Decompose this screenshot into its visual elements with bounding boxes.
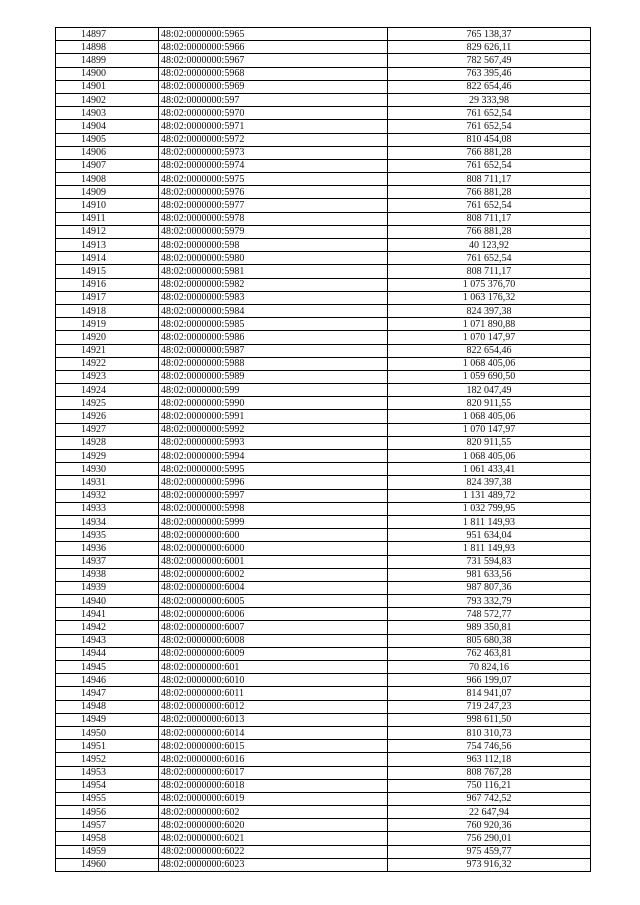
cadastral-value-cell: 989 350,81 [388,621,591,634]
cadastral-value-cell: 1 811 149,93 [388,515,591,528]
table-row [56,252,591,265]
cadastral-number-cell: 48:02:0000000:5988 [159,357,388,370]
row-number-cell: 14949 [56,713,159,726]
cadastral-number-cell: 48:02:0000000:5966 [159,41,388,54]
cadastral-value-cell: 824 397,38 [388,304,591,317]
table-row [56,595,591,608]
table-row [56,661,591,674]
cadastral-number-cell: 48:02:0000000:5979 [159,225,388,238]
cadastral-value-cell: 808 711,17 [388,212,591,225]
row-number-cell: 14908 [56,173,159,186]
row-number-cell: 14958 [56,832,159,845]
cadastral-number-cell: 48:02:0000000:6021 [159,832,388,845]
table-row [56,199,591,212]
cadastral-value-cell: 963 112,18 [388,753,591,766]
cadastral-number-cell: 48:02:0000000:5970 [159,107,388,120]
row-number-cell: 14902 [56,93,159,106]
cadastral-value-cell: 750 116,21 [388,779,591,792]
cadastral-number-cell: 48:02:0000000:5975 [159,173,388,186]
row-number-cell: 14959 [56,845,159,858]
table-row [56,28,591,41]
cadastral-number-cell: 48:02:0000000:5978 [159,212,388,225]
cadastral-number-cell: 48:02:0000000:5980 [159,252,388,265]
table-row [56,700,591,713]
row-number-cell: 14913 [56,239,159,252]
cadastral-value-cell: 814 941,07 [388,687,591,700]
cadastral-number-cell: 48:02:0000000:6006 [159,608,388,621]
cadastral-number-cell: 48:02:0000000:5969 [159,80,388,93]
cadastral-value-cell: 951 634,04 [388,529,591,542]
table-row [56,239,591,252]
cadastral-value-cell: 1 061 433,41 [388,463,591,476]
row-number-cell: 14919 [56,318,159,331]
table-row [56,515,591,528]
cadastral-number-cell: 48:02:0000000:5996 [159,476,388,489]
row-number-cell: 14945 [56,661,159,674]
table-row [56,502,591,515]
table-row [56,384,591,397]
cadastral-number-cell: 48:02:0000000:5984 [159,304,388,317]
cadastral-value-cell: 824 397,38 [388,476,591,489]
cadastral-value-cell: 782 567,49 [388,54,591,67]
cadastral-value-cell: 1 811 149,93 [388,542,591,555]
cadastral-value-cell: 810 454,08 [388,133,591,146]
cadastral-value-cell: 1 070 147,97 [388,331,591,344]
row-number-cell: 14899 [56,54,159,67]
cadastral-value-cell: 1 070 147,97 [388,423,591,436]
row-number-cell: 14897 [56,28,159,41]
table-row [56,410,591,423]
row-number-cell: 14942 [56,621,159,634]
row-number-cell: 14941 [56,608,159,621]
table-row [56,54,591,67]
row-number-cell: 14923 [56,370,159,383]
table-row [56,41,591,54]
cadastral-number-cell: 48:02:0000000:5967 [159,54,388,67]
table-row [56,186,591,199]
table-row [56,291,591,304]
cadastral-value-cell: 40 123,92 [388,239,591,252]
cadastral-value-cell: 966 199,07 [388,674,591,687]
row-number-cell: 14901 [56,80,159,93]
table-row [56,331,591,344]
row-number-cell: 14953 [56,766,159,779]
table-row [56,581,591,594]
cadastral-number-cell: 48:02:0000000:6002 [159,568,388,581]
table-row [56,753,591,766]
row-number-cell: 14950 [56,726,159,739]
cadastral-value-cell: 822 654,46 [388,80,591,93]
cadastral-number-cell: 48:02:0000000:6018 [159,779,388,792]
table-row [56,436,591,449]
cadastral-number-cell: 48:02:0000000:602 [159,806,388,819]
cadastral-value-cell: 973 916,32 [388,858,591,871]
table-row [56,806,591,819]
row-number-cell: 14928 [56,436,159,449]
row-number-cell: 14906 [56,146,159,159]
row-number-cell: 14900 [56,67,159,80]
cadastral-value-cell: 761 652,54 [388,199,591,212]
cadastral-value-cell: 766 881,28 [388,225,591,238]
cadastral-value-cell: 760 920,36 [388,819,591,832]
cadastral-number-cell: 48:02:0000000:5973 [159,146,388,159]
cadastral-number-cell: 48:02:0000000:6001 [159,555,388,568]
table-row [56,687,591,700]
cadastral-number-cell: 48:02:0000000:5974 [159,159,388,172]
cadastral-value-cell: 987 807,36 [388,581,591,594]
cadastral-value-cell: 820 911,55 [388,397,591,410]
row-number-cell: 14915 [56,265,159,278]
cadastral-number-cell: 48:02:0000000:5977 [159,199,388,212]
row-number-cell: 14916 [56,278,159,291]
cadastral-number-cell: 48:02:0000000:6009 [159,647,388,660]
cadastral-number-cell: 48:02:0000000:5998 [159,502,388,515]
cadastral-value-cell: 1 075 376,70 [388,278,591,291]
cadastral-value-cell: 29 333,98 [388,93,591,106]
cadastral-value-cell: 1 063 176,32 [388,291,591,304]
table-row [56,555,591,568]
table-row [56,357,591,370]
cadastral-value-cell: 766 881,28 [388,146,591,159]
cadastral-value-cell: 998 611,50 [388,713,591,726]
table-row [56,476,591,489]
row-number-cell: 14917 [56,291,159,304]
row-number-cell: 14918 [56,304,159,317]
cadastral-value-cell: 808 711,17 [388,265,591,278]
cadastral-number-cell: 48:02:0000000:600 [159,529,388,542]
cadastral-number-cell: 48:02:0000000:6017 [159,766,388,779]
row-number-cell: 14956 [56,806,159,819]
cadastral-value-cell: 761 652,54 [388,252,591,265]
table-row [56,318,591,331]
cadastral-value-cell: 762 463,81 [388,647,591,660]
table-row [56,212,591,225]
row-number-cell: 14955 [56,792,159,805]
row-number-cell: 14937 [56,555,159,568]
table-row [56,740,591,753]
row-number-cell: 14932 [56,489,159,502]
cadastral-number-cell: 48:02:0000000:6023 [159,858,388,871]
table-row [56,608,591,621]
row-number-cell: 14951 [56,740,159,753]
cadastral-value-cell: 766 881,28 [388,186,591,199]
table-row [56,621,591,634]
table-row [56,819,591,832]
row-number-cell: 14943 [56,634,159,647]
row-number-cell: 14921 [56,344,159,357]
table-row [56,858,591,871]
table-row [56,634,591,647]
cadastral-value-cell: 829 626,11 [388,41,591,54]
cadastral-number-cell: 48:02:0000000:6008 [159,634,388,647]
cadastral-number-cell: 48:02:0000000:6004 [159,581,388,594]
table-row [56,792,591,805]
cadastral-number-cell: 48:02:0000000:5986 [159,331,388,344]
cadastral-number-cell: 48:02:0000000:6020 [159,819,388,832]
cadastral-number-cell: 48:02:0000000:6000 [159,542,388,555]
cadastral-number-cell: 48:02:0000000:5985 [159,318,388,331]
cadastral-number-cell: 48:02:0000000:5971 [159,120,388,133]
cadastral-number-cell: 48:02:0000000:5968 [159,67,388,80]
table-row [56,107,591,120]
cadastral-value-cell: 761 652,54 [388,107,591,120]
cadastral-number-cell: 48:02:0000000:6016 [159,753,388,766]
cadastral-value-cell: 793 332,79 [388,595,591,608]
table-row [56,542,591,555]
cadastral-value-cell: 731 594,83 [388,555,591,568]
row-number-cell: 14939 [56,581,159,594]
table-row [56,93,591,106]
cadastral-value-cell: 822 654,46 [388,344,591,357]
row-number-cell: 14914 [56,252,159,265]
row-number-cell: 14933 [56,502,159,515]
cadastral-number-cell: 48:02:0000000:5991 [159,410,388,423]
table-body [56,28,591,872]
row-number-cell: 14947 [56,687,159,700]
row-number-cell: 14927 [56,423,159,436]
row-number-cell: 14936 [56,542,159,555]
cadastral-number-cell: 48:02:0000000:6011 [159,687,388,700]
cadastral-number-cell: 48:02:0000000:6005 [159,595,388,608]
cadastral-number-cell: 48:02:0000000:6012 [159,700,388,713]
cadastral-value-cell: 1 068 405,06 [388,410,591,423]
cadastral-value-cell: 805 680,38 [388,634,591,647]
table-row [56,423,591,436]
cadastral-number-cell: 48:02:0000000:597 [159,93,388,106]
row-number-cell: 14926 [56,410,159,423]
cadastral-value-cell: 719 247,23 [388,700,591,713]
row-number-cell: 14898 [56,41,159,54]
cadastral-number-cell: 48:02:0000000:6014 [159,726,388,739]
cadastral-value-cell: 967 742,52 [388,792,591,805]
cadastral-number-cell: 48:02:0000000:5982 [159,278,388,291]
row-number-cell: 14948 [56,700,159,713]
cadastral-value-cell: 1 059 690,50 [388,370,591,383]
cadastral-value-cell: 1 068 405,06 [388,450,591,463]
table-row [56,304,591,317]
row-number-cell: 14907 [56,159,159,172]
table-row [56,845,591,858]
cadastral-number-cell: 48:02:0000000:5989 [159,370,388,383]
cadastral-number-cell: 48:02:0000000:5976 [159,186,388,199]
cadastral-number-cell: 48:02:0000000:6022 [159,845,388,858]
cadastral-value-cell: 810 310,73 [388,726,591,739]
cadastral-number-cell: 48:02:0000000:6015 [159,740,388,753]
row-number-cell: 14931 [56,476,159,489]
cadastral-value-cell: 761 652,54 [388,120,591,133]
row-number-cell: 14920 [56,331,159,344]
cadastral-value-cell: 754 746,56 [388,740,591,753]
row-number-cell: 14960 [56,858,159,871]
row-number-cell: 14957 [56,819,159,832]
cadastral-value-cell: 70 824,16 [388,661,591,674]
cadastral-number-cell: 48:02:0000000:5983 [159,291,388,304]
table-row [56,265,591,278]
row-number-cell: 14903 [56,107,159,120]
table-row [56,173,591,186]
table-row [56,159,591,172]
row-number-cell: 14904 [56,120,159,133]
row-number-cell: 14940 [56,595,159,608]
cadastral-value-cell: 765 138,37 [388,28,591,41]
row-number-cell: 14912 [56,225,159,238]
cadastral-number-cell: 48:02:0000000:5995 [159,463,388,476]
table-row [56,80,591,93]
table-row [56,647,591,660]
cadastral-value-cell: 763 395,46 [388,67,591,80]
row-number-cell: 14905 [56,133,159,146]
row-number-cell: 14934 [56,515,159,528]
cadastral-number-cell: 48:02:0000000:599 [159,384,388,397]
cadastral-value-cell: 761 652,54 [388,159,591,172]
cadastral-value-cell: 1 032 799,95 [388,502,591,515]
cadastral-value-cell: 1 131 489,72 [388,489,591,502]
table-row [56,529,591,542]
cadastral-number-cell: 48:02:0000000:5997 [159,489,388,502]
table-row [56,146,591,159]
table-row [56,713,591,726]
table-row [56,766,591,779]
row-number-cell: 14922 [56,357,159,370]
cadastral-value-cell: 808 767,28 [388,766,591,779]
table-row [56,726,591,739]
cadastral-number-cell: 48:02:0000000:5990 [159,397,388,410]
cadastral-number-cell: 48:02:0000000:6013 [159,713,388,726]
cadastral-number-cell: 48:02:0000000:601 [159,661,388,674]
cadastral-number-cell: 48:02:0000000:5972 [159,133,388,146]
cadastral-number-cell: 48:02:0000000:6019 [159,792,388,805]
table-row [56,450,591,463]
row-number-cell: 14911 [56,212,159,225]
cadastral-value-cell: 748 572,77 [388,608,591,621]
row-number-cell: 14909 [56,186,159,199]
row-number-cell: 14938 [56,568,159,581]
table-row [56,397,591,410]
cadastral-number-cell: 48:02:0000000:6010 [159,674,388,687]
table-row [56,278,591,291]
row-number-cell: 14929 [56,450,159,463]
cadastral-number-cell: 48:02:0000000:5999 [159,515,388,528]
row-number-cell: 14930 [56,463,159,476]
cadastral-number-cell: 48:02:0000000:6007 [159,621,388,634]
row-number-cell: 14944 [56,647,159,660]
cadastral-value-cell: 975 459,77 [388,845,591,858]
table-row [56,120,591,133]
table-row [56,463,591,476]
cadastral-number-cell: 48:02:0000000:5994 [159,450,388,463]
cadastral-value-cell: 981 633,56 [388,568,591,581]
table-row [56,344,591,357]
cadastral-number-cell: 48:02:0000000:5987 [159,344,388,357]
table-row [56,489,591,502]
cadastral-value-cell: 182 047,49 [388,384,591,397]
cadastral-number-cell: 48:02:0000000:5993 [159,436,388,449]
table-row [56,832,591,845]
cadastral-value-cell: 1 071 890,88 [388,318,591,331]
cadastral-value-cell: 22 647,94 [388,806,591,819]
cadastral-value-cell: 820 911,55 [388,436,591,449]
row-number-cell: 14925 [56,397,159,410]
table-row [56,67,591,80]
cadastral-number-cell: 48:02:0000000:5992 [159,423,388,436]
row-number-cell: 14935 [56,529,159,542]
cadastral-value-table [55,27,591,872]
table-row [56,779,591,792]
row-number-cell: 14946 [56,674,159,687]
cadastral-value-cell: 808 711,17 [388,173,591,186]
cadastral-number-cell: 48:02:0000000:598 [159,239,388,252]
cadastral-value-cell: 1 068 405,06 [388,357,591,370]
cadastral-number-cell: 48:02:0000000:5981 [159,265,388,278]
cadastral-value-cell: 756 290,01 [388,832,591,845]
table-row [56,225,591,238]
table-row [56,370,591,383]
table-row [56,674,591,687]
row-number-cell: 14952 [56,753,159,766]
row-number-cell: 14924 [56,384,159,397]
table-row [56,568,591,581]
table-row [56,133,591,146]
row-number-cell: 14954 [56,779,159,792]
row-number-cell: 14910 [56,199,159,212]
cadastral-number-cell: 48:02:0000000:5965 [159,28,388,41]
